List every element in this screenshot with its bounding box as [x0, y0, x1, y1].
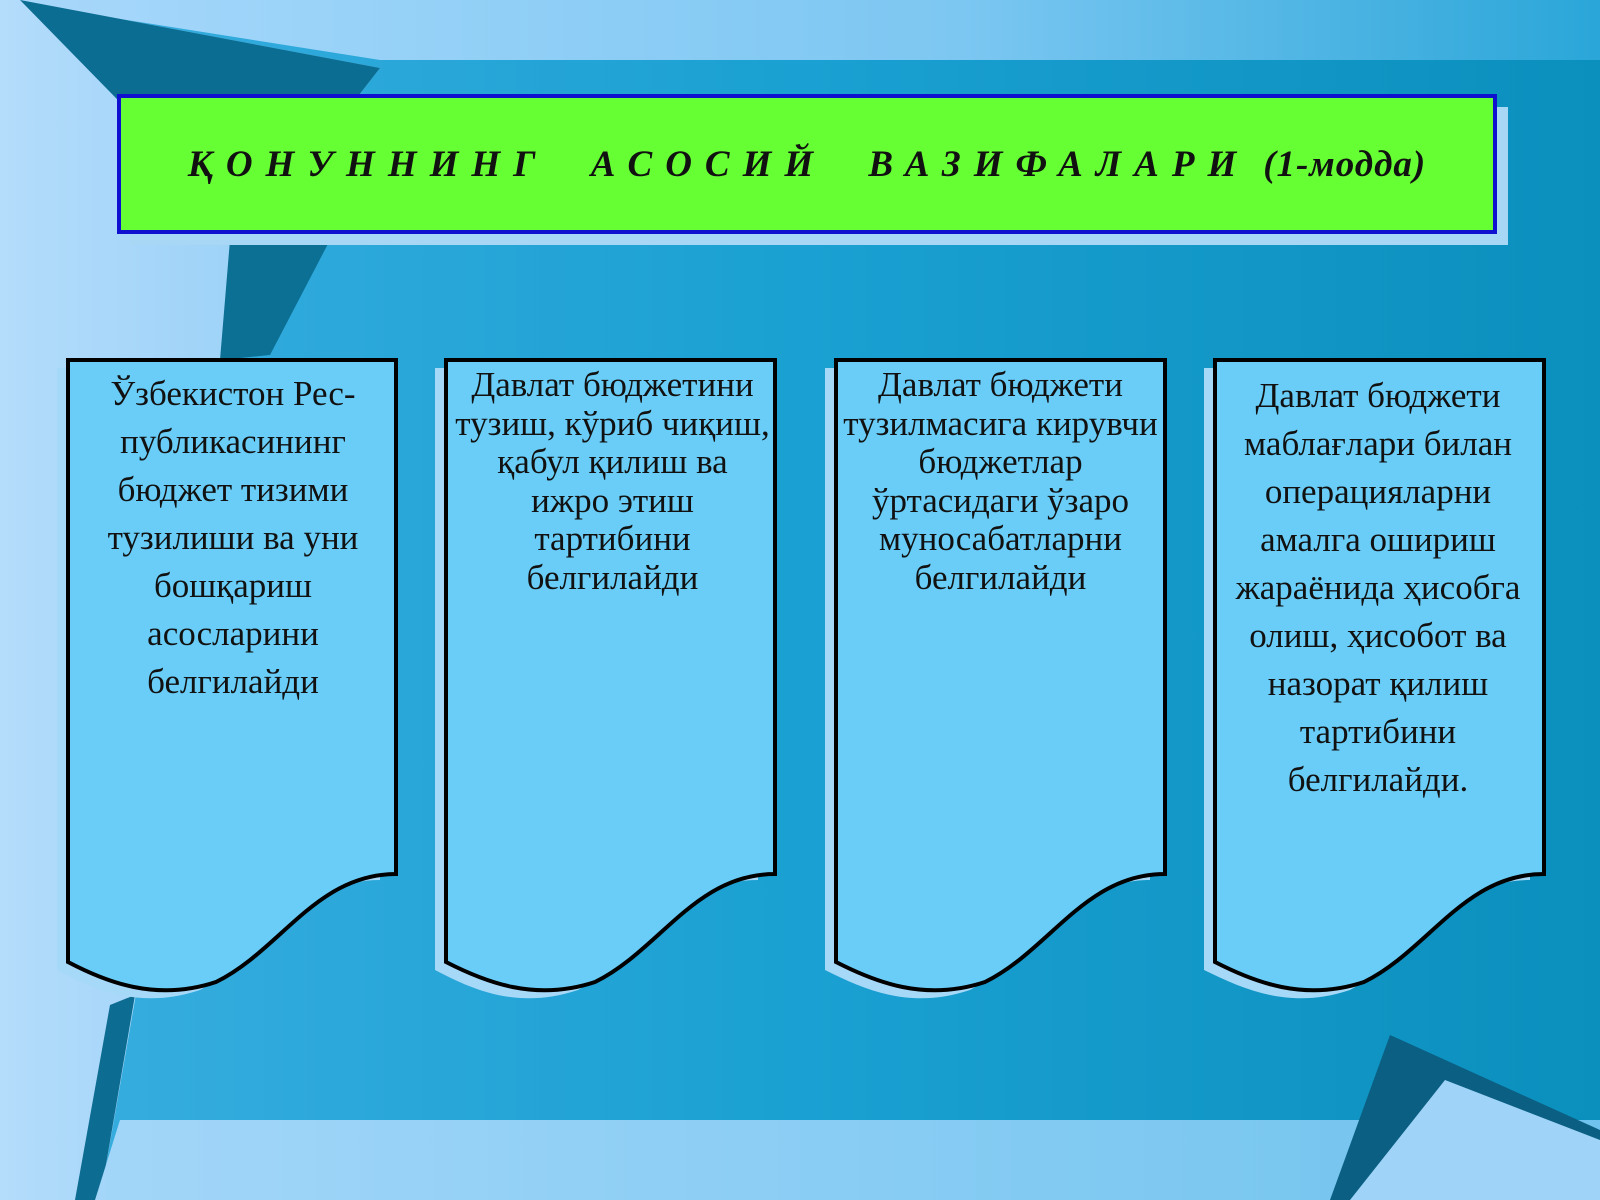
- slide-title-sub: (1-модда): [1263, 143, 1427, 185]
- slide-title-main: ҚОНУННИНГ АСОСИЙ ВАЗИФАЛАРИ: [187, 143, 1250, 185]
- card-4-text: Давлат бюджети маблағлари билан операцияларни амалга ошириш жараёнида ҳисобга олиш, ҳисобот ва назорат қилиш тартибини белгилайди.: [1235, 376, 1521, 799]
- card-2-text: Давлат бюджетини тузиш, кўриб чиқиш, қабул қилиш ва ижро этиш тартибини белгилайди: [455, 365, 770, 597]
- title-box: [118, 95, 1496, 233]
- card-3-text: Давлат бюджети тузилмасига кирувчи бюджетлар ўртасидаги ўзаро муносабатларни белгилайди: [843, 365, 1158, 597]
- card-1-text: Ўзбекистон Рес-публикасининг бюджет тизими тузилиши ва уни бошқариш асосларини белгилайди: [107, 374, 359, 701]
- slide-title: [188, 143, 1427, 186]
